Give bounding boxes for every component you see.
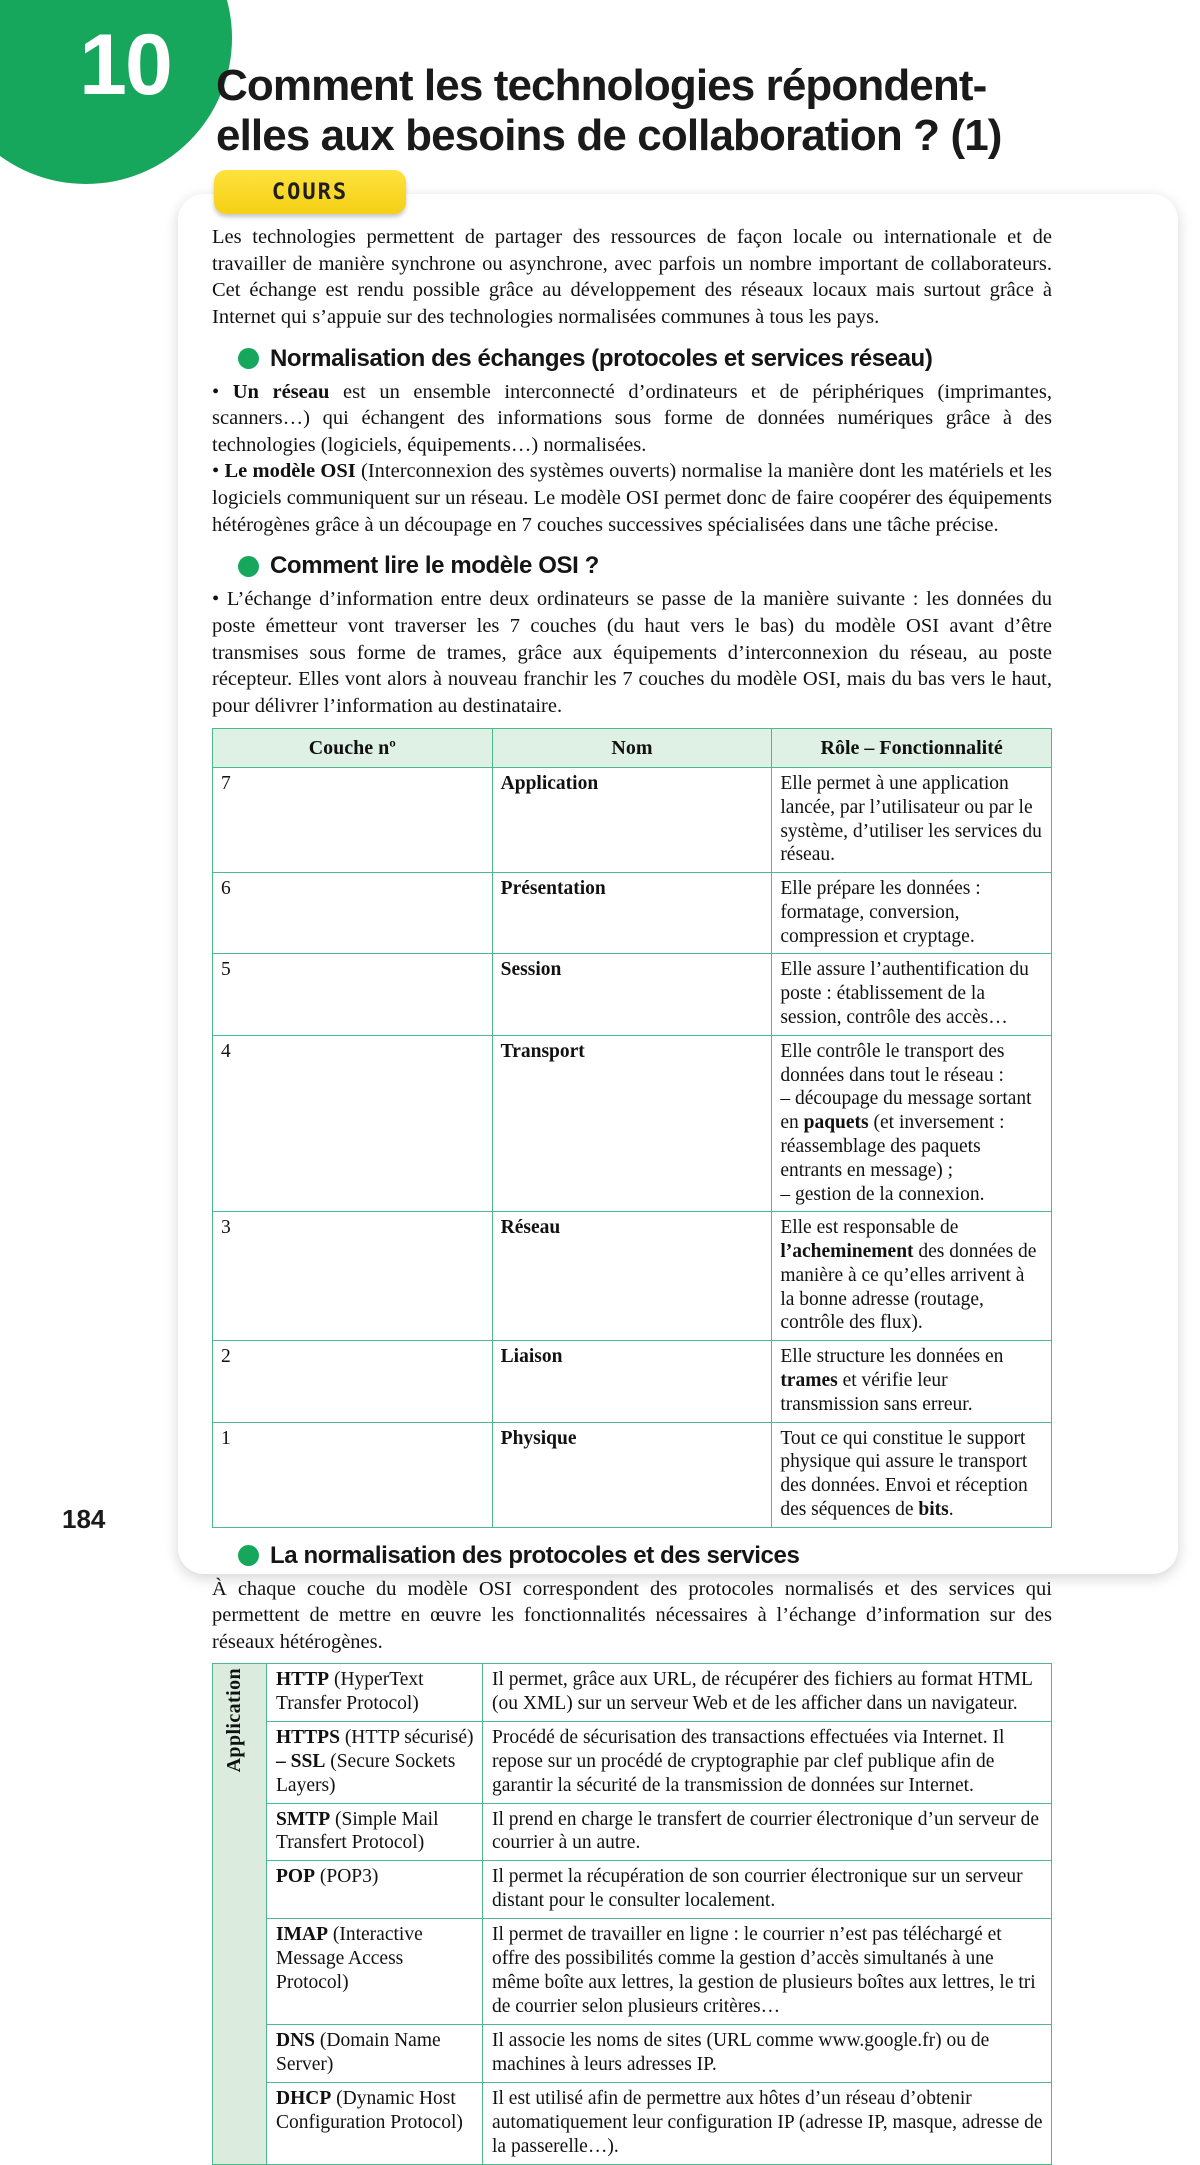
protocol-acronym: DNS [276, 2030, 316, 2052]
application-protocols-table [212, 1663, 1052, 2165]
protocol-expansion: (Interactive Message Access Protocol) [276, 1924, 423, 1994]
layer-number: 7 [213, 768, 493, 873]
layer-name: Transport [492, 1035, 772, 1211]
section-3-paragraph: À chaque couche du modèle OSI correspondent des protocoles normalisés et des services qui permettent de mettre en œuvre les fonctionnalités nécessaires à l’échange d’information sur des réseaux hétérogènes. [212, 1577, 1052, 1653]
layer-name: Présentation [492, 873, 772, 954]
layer-role: Elle assure l’authentification du poste : établissement de la session, contrôle des accès… [772, 954, 1052, 1035]
col-header-role: Rôle – Fonctionnalité [772, 728, 1052, 767]
layer-number: 6 [213, 873, 493, 954]
layer-number: 1 [213, 1422, 493, 1527]
section-heading-lire-osi [238, 552, 1052, 580]
col-header-couche: Couche nº [213, 728, 493, 767]
protocol-description: Il est utilisé afin de permettre aux hôtes d’un réseau d’obtenir automatiquement leur configuration IP (adresse IP, masque, adresse de la passerelle…). [483, 2083, 1052, 2165]
protocol-acronym: HTTP [276, 1668, 330, 1690]
page-title: Comment les technologies répondent-elles aux besoins de collaboration ? (1) [216, 61, 1002, 161]
protocol-name [267, 1861, 483, 1919]
protocol-name [267, 1803, 483, 1861]
section-heading-label: La normalisation des protocoles et des services [270, 1541, 800, 1569]
layer-group-label [213, 1663, 267, 2165]
table-row [213, 1341, 1052, 1422]
protocol-expansion: (POP3) [315, 1866, 379, 1888]
role-line: Elle contrôle le transport des données dans tout le réseau : [780, 1040, 1005, 1086]
layer-number: 2 [213, 1341, 493, 1422]
protocol-expansion: (Dynamic Host Configuration Protocol) [276, 2088, 463, 2134]
protocol-name [267, 2083, 483, 2165]
table-row [213, 2025, 1052, 2083]
page-number: 184 [62, 1504, 106, 1534]
table-row [213, 1721, 1052, 1803]
table-row [213, 1035, 1052, 1211]
layer-name: Réseau [492, 1212, 772, 1341]
layer-name: Session [492, 954, 772, 1035]
layer-number: 3 [213, 1212, 493, 1341]
protocol-name: HTTPS (HTTP sécurisé) – SSL (Secure Sockets Layers) [267, 1721, 483, 1803]
section-1-bullet-1: • Un réseau est un ensemble interconnecté d’ordinateurs et de périphériques (imprimantes, scanners…) qui échangent des informations sous forme de données numériques grâce à des technologies (logiciels, équipements…) normalisées. [212, 380, 1052, 456]
section-heading-normalisation-protocoles [238, 1542, 1052, 1570]
section-2-bullet-1: • L’échange d’information entre deux ordinateurs se passe de la manière suivante : les données du poste émetteur vont traverser les 7 couches (du haut vers le bas) du modèle OSI avant d’être transmises sous forme de trames, grâce aux équipements d’interconnexion du réseau, au poste récepteur. Elles vont alors à nouveau franchir les 7 couches du modèle OSI, mais du bas vers le haut, pour délivrer l’information au destinataire. [212, 588, 1052, 717]
layer-role: Elle contrôle le transport des données dans tout le réseau : – découpage du message sortant en paquets (et inversement : réassemblage des paquets entrants en message) ; – gestion de la connexion. [772, 1035, 1052, 1211]
protocol-expansion: (Simple Mail Transfert Protocol) [276, 1808, 439, 1854]
layer-role: Elle est responsable de l’acheminement des données de manière à ce qu’elles arrivent à la bonne adresse (routage, contrôle des flux). [772, 1212, 1052, 1341]
table-row [213, 1861, 1052, 1919]
protocol-acronym: DHCP [276, 2088, 332, 2110]
protocol-expansion: (HyperText Transfer Protocol) [276, 1668, 424, 1714]
layer-group-label-text: Application [223, 1667, 245, 1772]
protocol-acronym: IMAP [276, 1924, 328, 1946]
table-row [213, 1663, 1052, 1721]
protocol-name [267, 1663, 483, 1721]
col-header-nom: Nom [492, 728, 772, 767]
intro-paragraph: Les technologies permettent de partager des ressources de façon locale ou internationale et de travailler de manière synchrone ou asynchrone, avec parfois un nombre important de collaborateurs. Cet échange est rendu possible grâce au développement des réseaux locaux mais surtout grâce à Internet qui s’appuie sur des technologies normalisées communes à tous les pays. [212, 226, 1052, 328]
green-bullet-icon [238, 556, 259, 577]
table-row [213, 1803, 1052, 1861]
table-row [213, 1919, 1052, 2025]
protocol-description: Il permet la récupération de son courrier électronique sur un serveur distant pour le consulter localement. [483, 1861, 1052, 1919]
protocol-acronym: SMTP [276, 1808, 331, 1830]
role-line: – gestion de la connexion. [780, 1183, 985, 1205]
layer-name: Physique [492, 1422, 772, 1527]
osi-layers-table [212, 728, 1052, 1528]
table-row [213, 954, 1052, 1035]
lesson-body [212, 224, 1052, 2165]
layer-role: Tout ce qui constitue le support physique qui assure le transport des données. Envoi et réception des séquences de bits. [772, 1422, 1052, 1527]
section-heading-normalisation [238, 345, 1052, 373]
protocol-description: Il permet, grâce aux URL, de récupérer des fichiers au format HTML (ou XML) sur un serveur Web et de les afficher dans un navigateur. [483, 1663, 1052, 1721]
protocol-description: Il permet de travailler en ligne : le courrier n’est pas téléchargé et offre des possibilités comme la gestion d’accès simultanés à une même boîte aux lettres, la gestion de plusieurs boîtes aux lettres, le tri de courrier selon plusieurs critères… [483, 1919, 1052, 2025]
table-row [213, 768, 1052, 873]
green-bullet-icon [238, 348, 259, 369]
protocol-expansion: (Domain Name Server) [276, 2030, 441, 2076]
table-header-row [213, 728, 1052, 767]
section-1-bullet-2: • Le modèle OSI (Interconnexion des systèmes ouverts) normalise la manière dont les matériels et les logiciels communiquent sur un réseau. Le modèle OSI permet donc de faire coopérer des équipements hétérogènes grâce à un découpage en 7 couches successives spécialisées dans une tâche précise. [212, 460, 1052, 536]
protocol-description: Il associe les noms de sites (URL comme www.google.fr) ou de machines à leurs adresses IP. [483, 2025, 1052, 2083]
table-row [213, 873, 1052, 954]
section-heading-label: Normalisation des échanges (protocoles et services réseau) [270, 344, 933, 372]
layer-role: Elle prépare les données : formatage, conversion, compression et cryptage. [772, 873, 1052, 954]
protocol-name [267, 1919, 483, 2025]
layer-number: 4 [213, 1035, 493, 1211]
section-heading-label: Comment lire le modèle OSI ? [270, 552, 599, 580]
protocol-description: Procédé de sécurisation des transactions effectuées via Internet. Il repose sur un procédé de cryptographie par clef publique afin de garantir la sécurité de la transmission de données sur Internet. [483, 1721, 1052, 1803]
protocol-name [267, 2025, 483, 2083]
cours-badge-label: COURS [271, 179, 349, 205]
layer-number: 5 [213, 954, 493, 1035]
chapter-number: 10 [79, 17, 171, 113]
table-row [213, 1422, 1052, 1527]
table-row [213, 1212, 1052, 1341]
layer-role: Elle permet à une application lancée, par l’utilisateur ou par le système, d’utiliser les services du réseau. [772, 768, 1052, 873]
green-bullet-icon [238, 1545, 259, 1566]
layer-name: Application [492, 768, 772, 873]
protocol-acronym: POP [276, 1866, 315, 1888]
table-row [213, 2083, 1052, 2165]
layer-role: Elle structure les données en trames et vérifie leur transmission sans erreur. [772, 1341, 1052, 1422]
protocol-description: Il prend en charge le transfert de courrier électronique d’un serveur de courrier à un autre. [483, 1803, 1052, 1861]
layer-name: Liaison [492, 1341, 772, 1422]
cours-badge [214, 170, 406, 214]
